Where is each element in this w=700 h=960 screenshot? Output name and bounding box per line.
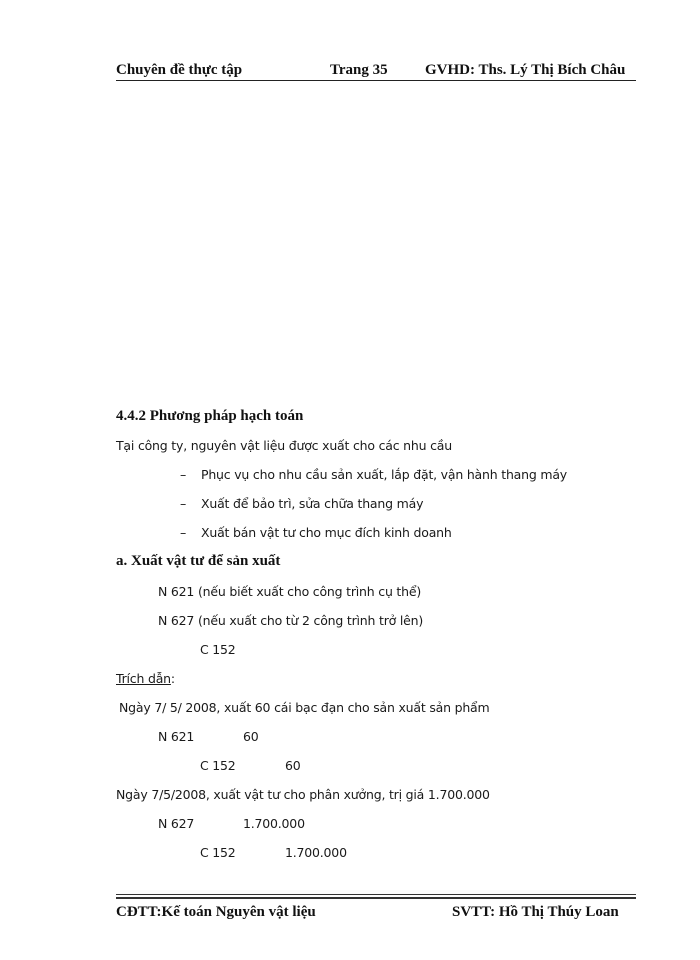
bullet-marker: – [180,525,187,540]
example-2-credit-amount: 1.700.000 [285,845,347,860]
bullet-marker: – [180,467,187,482]
example-1-credit-account: C 152 [200,758,236,773]
bullet-item: Xuất bán vật tư cho mục đích kinh doanh [201,525,452,540]
citation-label: Trích dẫn [116,671,171,686]
section-heading: 4.4.2 Phương pháp hạch toán [116,408,304,424]
example-2-debit-account: N 627 [158,816,195,831]
journal-entry-debit-621: N 621 (nếu biết xuất cho công trình cụ thể) [158,584,422,599]
journal-entry-credit-152: C 152 [200,642,236,657]
footer-left: CĐTT:Kế toán Nguyên vật liệu [116,904,316,920]
section-intro: Tại công ty, nguyên vật liệu được xuất cho các nhu cầu [116,438,452,453]
header-divider [116,80,636,81]
example-1-debit-account: N 621 [158,729,195,744]
footer-right: SVTT: Hồ Thị Thúy Loan [452,904,619,920]
citation-colon: : [170,671,175,686]
example-1-text: Ngày 7/ 5/ 2008, xuất 60 cái bạc đạn cho sản xuất sản phẩm [119,700,490,715]
subsection-heading: a. Xuất vật tư để sản xuất [116,553,281,569]
footer-divider-thick [116,897,636,899]
header-right: GVHD: Ths. Lý Thị Bích Châu [425,62,626,78]
example-1-debit-amount: 60 [243,729,259,744]
footer-divider-thin [116,894,636,895]
example-1-credit-amount: 60 [285,758,301,773]
header-left: Chuyên đề thực tập [116,62,243,78]
bullet-marker: – [180,496,187,511]
page-number: Trang 35 [330,62,388,78]
bullet-item: Phục vụ cho nhu cầu sản xuất, lắp đặt, vận hành thang máy [201,467,567,482]
example-2-credit-account: C 152 [200,845,236,860]
bullet-item: Xuất để bảo trì, sửa chữa thang máy [201,496,424,511]
example-2-text: Ngày 7/5/2008, xuất vật tư cho phân xưởng, trị giá 1.700.000 [116,787,490,802]
citation-label-line [116,671,175,686]
example-2-debit-amount: 1.700.000 [243,816,305,831]
journal-entry-debit-627: N 627 (nếu xuất cho từ 2 công trình trở lên) [158,613,424,628]
